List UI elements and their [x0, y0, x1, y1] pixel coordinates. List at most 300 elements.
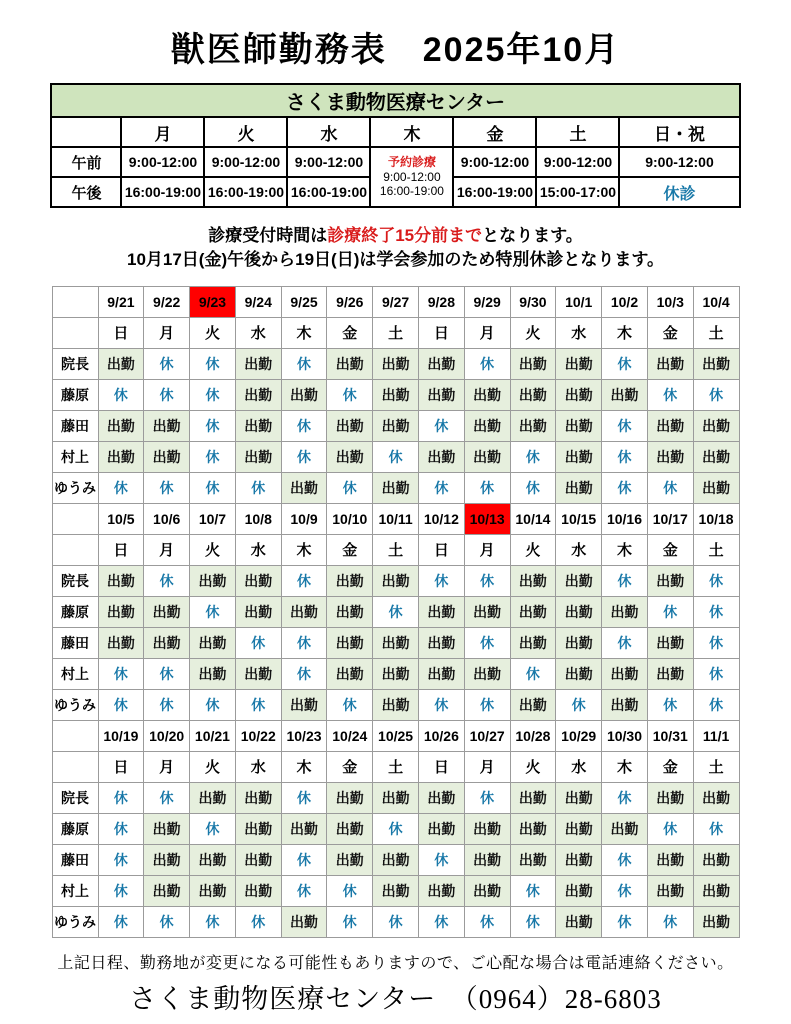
shift-work-cell: 出勤: [602, 813, 648, 844]
weekday-cell: 金: [647, 317, 693, 348]
weekday-cell: 火: [190, 751, 236, 782]
shift-off-cell: 休: [647, 472, 693, 503]
shift-off-cell: 休: [281, 410, 327, 441]
date-cell: 9/25: [281, 286, 327, 317]
shift-work-cell: 出勤: [602, 658, 648, 689]
shift-work-cell: 出勤: [556, 875, 602, 906]
weekday-cell: 火: [190, 534, 236, 565]
notice-line1-pre: 診療受付時間は: [208, 226, 328, 245]
shift-off-cell: 休: [98, 658, 144, 689]
weekday-cell: 木: [602, 534, 648, 565]
shift-work-cell: 出勤: [418, 875, 464, 906]
shift-work-cell: 出勤: [98, 565, 144, 596]
shift-work-cell: 出勤: [144, 410, 190, 441]
shift-work-cell: 出勤: [373, 379, 419, 410]
date-cell: 10/16: [602, 503, 648, 534]
date-cell: 10/5: [98, 503, 144, 534]
shift-work-cell: 出勤: [327, 565, 373, 596]
weekday-cell: 日: [98, 317, 144, 348]
shift-off-cell: 休: [235, 472, 281, 503]
schedule-table: [52, 286, 740, 938]
shift-work-cell: 出勤: [190, 658, 236, 689]
shift-off-cell: 休: [327, 472, 373, 503]
pm-label: 午後: [51, 177, 121, 207]
shift-work-cell: 出勤: [235, 565, 281, 596]
shift-work-cell: 出勤: [144, 844, 190, 875]
weekday-cell: 土: [693, 317, 739, 348]
weekday-row: [52, 317, 739, 348]
shift-work-cell: 出勤: [556, 844, 602, 875]
shift-work-cell: 出勤: [327, 844, 373, 875]
shift-off-cell: 休: [464, 472, 510, 503]
staff-shift-row: [52, 410, 739, 441]
weekday-cell: 火: [510, 751, 556, 782]
date-cell: 10/9: [281, 503, 327, 534]
shift-off-cell: 休: [418, 410, 464, 441]
weekday-cell: 水: [556, 534, 602, 565]
shift-work-cell: 出勤: [418, 596, 464, 627]
shift-off-cell: 休: [418, 844, 464, 875]
shift-work-cell: 出勤: [98, 596, 144, 627]
shift-off-cell: 休: [190, 348, 236, 379]
date-cell: 10/17: [647, 503, 693, 534]
shift-off-cell: 休: [98, 689, 144, 720]
shift-off-cell: 休: [693, 689, 739, 720]
shift-off-cell: 休: [144, 658, 190, 689]
shift-work-cell: 出勤: [327, 410, 373, 441]
weekday-cell: 日: [418, 534, 464, 565]
shift-work-cell: 出勤: [281, 689, 327, 720]
shift-work-cell: 出勤: [235, 410, 281, 441]
shift-work-cell: 出勤: [373, 875, 419, 906]
date-cell: 10/10: [327, 503, 373, 534]
date-cell: 9/27: [373, 286, 419, 317]
shift-off-cell: 休: [281, 565, 327, 596]
shift-off-cell: 休: [418, 565, 464, 596]
corner-cell: [52, 317, 98, 348]
date-cell: 10/29: [556, 720, 602, 751]
staff-shift-row: [52, 658, 739, 689]
shift-off-cell: 休: [510, 472, 556, 503]
shift-work-cell: 出勤: [190, 875, 236, 906]
shift-off-cell: 休: [418, 906, 464, 937]
date-cell: 10/8: [235, 503, 281, 534]
dayhead-sun-holiday: 日・祝: [619, 117, 739, 147]
page-title: 獣医師勤務表 2025年10月: [170, 31, 621, 69]
thu-reservation-cell: [370, 147, 453, 207]
weekday-cell: 土: [693, 751, 739, 782]
shift-work-cell: 出勤: [373, 782, 419, 813]
shift-work-cell: 出勤: [464, 379, 510, 410]
shift-work-cell: 出勤: [190, 565, 236, 596]
weekday-cell: 土: [373, 751, 419, 782]
shift-work-cell: 出勤: [647, 441, 693, 472]
weekday-cell: 月: [144, 317, 190, 348]
am-wed: 9:00-12:00: [287, 147, 370, 177]
shift-off-cell: 休: [373, 813, 419, 844]
shift-work-cell: 出勤: [327, 441, 373, 472]
shift-work-cell: 出勤: [373, 844, 419, 875]
shift-off-cell: 休: [190, 410, 236, 441]
shift-work-cell: 出勤: [556, 441, 602, 472]
date-cell: 10/23: [281, 720, 327, 751]
dayhead-fri: 金: [453, 117, 536, 147]
shift-off-cell: 休: [98, 379, 144, 410]
thu-pm-time: 16:00-19:00: [379, 184, 444, 199]
hours-table: [50, 83, 740, 208]
shift-work-cell: 出勤: [647, 410, 693, 441]
shift-off-cell: 休: [602, 441, 648, 472]
shift-off-cell: 休: [144, 906, 190, 937]
shift-off-cell: 休: [190, 596, 236, 627]
shift-off-cell: 休: [418, 689, 464, 720]
weekday-cell: 金: [647, 751, 693, 782]
weekday-cell: 木: [602, 317, 648, 348]
shift-work-cell: 出勤: [373, 565, 419, 596]
staff-shift-row: [52, 627, 739, 658]
hours-dayhead-row: [51, 117, 739, 147]
shift-work-cell: 出勤: [464, 813, 510, 844]
shift-work-cell: 出勤: [647, 875, 693, 906]
shift-work-cell: 出勤: [235, 813, 281, 844]
weekday-cell: 火: [190, 317, 236, 348]
date-row: [52, 720, 739, 751]
shift-off-cell: 休: [373, 441, 419, 472]
shift-work-cell: 出勤: [647, 565, 693, 596]
shift-off-cell: 休: [373, 596, 419, 627]
shift-off-cell: 休: [693, 379, 739, 410]
shift-off-cell: 休: [281, 441, 327, 472]
shift-off-cell: 休: [235, 627, 281, 658]
am-label: 午前: [51, 147, 121, 177]
footer-contact: さくま動物医療センター （0964）28-6803: [129, 983, 662, 1014]
shift-off-cell: 休: [327, 875, 373, 906]
shift-work-cell: 出勤: [418, 441, 464, 472]
shift-work-cell: 出勤: [556, 472, 602, 503]
shift-work-cell: 出勤: [510, 348, 556, 379]
shift-off-cell: 休: [418, 472, 464, 503]
shift-work-cell: 出勤: [418, 379, 464, 410]
weekday-row: [52, 534, 739, 565]
staff-name: 藤原: [52, 596, 98, 627]
staff-name: ゆうみ: [52, 689, 98, 720]
shift-off-cell: 休: [144, 565, 190, 596]
shift-work-cell: 出勤: [510, 379, 556, 410]
shift-work-cell: 出勤: [647, 348, 693, 379]
date-cell: 10/28: [510, 720, 556, 751]
date-cell: 10/3: [647, 286, 693, 317]
corner-cell: [51, 117, 121, 147]
date-row: [52, 286, 739, 317]
weekday-cell: 水: [556, 751, 602, 782]
date-cell: 10/1: [556, 286, 602, 317]
shift-off-cell: 休: [98, 472, 144, 503]
shift-work-cell: 出勤: [464, 658, 510, 689]
shift-off-cell: 休: [693, 596, 739, 627]
shift-off-cell: 休: [190, 472, 236, 503]
shift-off-cell: 休: [235, 906, 281, 937]
date-cell: 10/24: [327, 720, 373, 751]
shift-off-cell: 休: [693, 565, 739, 596]
shift-off-cell: 休: [190, 689, 236, 720]
shift-off-cell: 休: [510, 441, 556, 472]
staff-shift-row: [52, 472, 739, 503]
shift-off-cell: 休: [693, 813, 739, 844]
clinic-header-row: [51, 84, 739, 117]
weekday-cell: 水: [235, 534, 281, 565]
shift-off-cell: 休: [190, 379, 236, 410]
date-cell: 9/21: [98, 286, 144, 317]
date-cell: 9/24: [235, 286, 281, 317]
shift-work-cell: 出勤: [144, 441, 190, 472]
shift-off-cell: 休: [98, 906, 144, 937]
shift-work-cell: 出勤: [235, 658, 281, 689]
shift-work-cell: 出勤: [327, 782, 373, 813]
date-cell: 10/12: [418, 503, 464, 534]
date-cell: 10/25: [373, 720, 419, 751]
am-fri: 9:00-12:00: [453, 147, 536, 177]
notice-line1-red: 診療終了15分前まで: [327, 226, 483, 245]
staff-name: 村上: [52, 875, 98, 906]
shift-work-cell: 出勤: [144, 875, 190, 906]
shift-work-cell: 出勤: [281, 596, 327, 627]
shift-off-cell: 休: [464, 627, 510, 658]
shift-off-cell: 休: [510, 658, 556, 689]
date-cell: 11/1: [693, 720, 739, 751]
shift-off-cell: 休: [235, 689, 281, 720]
weekday-cell: 水: [235, 751, 281, 782]
shift-work-cell: 出勤: [556, 379, 602, 410]
pm-mon: 16:00-19:00: [121, 177, 204, 207]
date-cell: 10/14: [510, 503, 556, 534]
staff-shift-row: [52, 565, 739, 596]
staff-shift-row: [52, 441, 739, 472]
staff-shift-row: [52, 689, 739, 720]
notice-line1: [0, 224, 791, 248]
staff-name: 院長: [52, 565, 98, 596]
date-cell: 9/26: [327, 286, 373, 317]
corner-cell: [52, 286, 98, 317]
date-cell: 10/20: [144, 720, 190, 751]
shift-work-cell: 出勤: [327, 627, 373, 658]
shift-off-cell: 休: [190, 813, 236, 844]
shift-work-cell: 出勤: [373, 472, 419, 503]
shift-work-cell: 出勤: [190, 627, 236, 658]
corner-cell: [52, 751, 98, 782]
shift-off-cell: 休: [464, 689, 510, 720]
shift-work-cell: 出勤: [556, 782, 602, 813]
pm-wed: 16:00-19:00: [287, 177, 370, 207]
shift-work-cell: 出勤: [464, 875, 510, 906]
shift-work-cell: 出勤: [556, 348, 602, 379]
shift-off-cell: 休: [602, 565, 648, 596]
shift-work-cell: 出勤: [510, 782, 556, 813]
shift-work-cell: 出勤: [510, 627, 556, 658]
weekday-cell: 火: [510, 317, 556, 348]
shift-off-cell: 休: [327, 906, 373, 937]
corner-cell: [52, 534, 98, 565]
weekday-row: [52, 751, 739, 782]
shift-work-cell: 出勤: [144, 627, 190, 658]
shift-off-cell: 休: [281, 348, 327, 379]
shift-work-cell: 出勤: [281, 379, 327, 410]
date-cell: 9/22: [144, 286, 190, 317]
shift-off-cell: 休: [190, 906, 236, 937]
shift-work-cell: 出勤: [556, 410, 602, 441]
shift-off-cell: 休: [281, 844, 327, 875]
shift-work-cell: 出勤: [235, 596, 281, 627]
shift-work-cell: 出勤: [98, 410, 144, 441]
shift-work-cell: 出勤: [693, 875, 739, 906]
shift-off-cell: 休: [327, 379, 373, 410]
shift-work-cell: 出勤: [418, 782, 464, 813]
staff-shift-row: [52, 348, 739, 379]
staff-shift-row: [52, 782, 739, 813]
shift-off-cell: 休: [144, 689, 190, 720]
date-cell: 10/6: [144, 503, 190, 534]
weekday-cell: 金: [327, 317, 373, 348]
weekday-cell: 日: [98, 534, 144, 565]
shift-work-cell: 出勤: [693, 844, 739, 875]
shift-off-cell: 休: [98, 844, 144, 875]
date-cell: 10/21: [190, 720, 236, 751]
staff-name: 院長: [52, 348, 98, 379]
sun-closed-cell: 休診: [619, 177, 739, 207]
shift-work-cell: 出勤: [510, 565, 556, 596]
dayhead-sat: 土: [536, 117, 619, 147]
shift-work-cell: 出勤: [510, 410, 556, 441]
shift-work-cell: 出勤: [464, 844, 510, 875]
am-sun: 9:00-12:00: [619, 147, 739, 177]
staff-name: 院長: [52, 782, 98, 813]
shift-off-cell: 休: [556, 689, 602, 720]
staff-name: 藤原: [52, 813, 98, 844]
thu-am-time: 9:00-12:00: [383, 169, 441, 184]
shift-work-cell: 出勤: [556, 565, 602, 596]
shift-work-cell: 出勤: [418, 813, 464, 844]
date-cell-holiday: 10/13: [464, 503, 510, 534]
shift-work-cell: 出勤: [464, 410, 510, 441]
shift-work-cell: 出勤: [464, 596, 510, 627]
shift-off-cell: 休: [98, 782, 144, 813]
shift-off-cell: 休: [373, 906, 419, 937]
weekday-cell: 木: [281, 317, 327, 348]
shift-work-cell: 出勤: [693, 906, 739, 937]
shift-work-cell: 出勤: [693, 782, 739, 813]
weekday-cell: 月: [464, 534, 510, 565]
shift-off-cell: 休: [281, 875, 327, 906]
date-cell-holiday: 9/23: [190, 286, 236, 317]
shift-work-cell: 出勤: [556, 627, 602, 658]
date-cell: 10/7: [190, 503, 236, 534]
shift-off-cell: 休: [602, 844, 648, 875]
weekday-cell: 水: [235, 317, 281, 348]
shift-work-cell: 出勤: [418, 627, 464, 658]
am-tue: 9:00-12:00: [204, 147, 287, 177]
date-cell: 10/11: [373, 503, 419, 534]
weekday-cell: 木: [602, 751, 648, 782]
staff-shift-row: [52, 813, 739, 844]
shift-work-cell: 出勤: [510, 596, 556, 627]
shift-work-cell: 出勤: [373, 627, 419, 658]
dayhead-thu: 木: [370, 117, 453, 147]
dayhead-tue: 火: [204, 117, 287, 147]
date-cell: 9/28: [418, 286, 464, 317]
pm-sat: 15:00-17:00: [536, 177, 619, 207]
weekday-cell: 土: [693, 534, 739, 565]
corner-cell: [52, 503, 98, 534]
shift-work-cell: 出勤: [327, 658, 373, 689]
shift-work-cell: 出勤: [647, 844, 693, 875]
shift-work-cell: 出勤: [190, 782, 236, 813]
shift-work-cell: 出勤: [602, 596, 648, 627]
shift-work-cell: 出勤: [235, 844, 281, 875]
shift-work-cell: 出勤: [327, 813, 373, 844]
shift-work-cell: 出勤: [98, 441, 144, 472]
am-sat: 9:00-12:00: [536, 147, 619, 177]
shift-work-cell: 出勤: [373, 348, 419, 379]
date-cell: 10/22: [235, 720, 281, 751]
shift-off-cell: 休: [144, 379, 190, 410]
weekday-cell: 金: [647, 534, 693, 565]
date-cell: 9/30: [510, 286, 556, 317]
shift-off-cell: 休: [647, 689, 693, 720]
weekday-cell: 月: [144, 751, 190, 782]
shift-work-cell: 出勤: [510, 689, 556, 720]
shift-work-cell: 出勤: [281, 906, 327, 937]
shift-work-cell: 出勤: [327, 596, 373, 627]
shift-off-cell: 休: [647, 906, 693, 937]
shift-off-cell: 休: [464, 565, 510, 596]
clinic-name: さくま動物医療センター: [51, 84, 739, 117]
shift-work-cell: 出勤: [556, 596, 602, 627]
shift-work-cell: 出勤: [693, 472, 739, 503]
dayhead-mon: 月: [121, 117, 204, 147]
shift-work-cell: 出勤: [281, 472, 327, 503]
shift-off-cell: 休: [98, 875, 144, 906]
staff-shift-row: [52, 844, 739, 875]
shift-off-cell: 休: [602, 782, 648, 813]
shift-off-cell: 休: [464, 348, 510, 379]
staff-shift-row: [52, 379, 739, 410]
shift-work-cell: 出勤: [281, 813, 327, 844]
weekday-cell: 日: [418, 751, 464, 782]
pm-tue: 16:00-19:00: [204, 177, 287, 207]
weekday-cell: 土: [373, 534, 419, 565]
shift-work-cell: 出勤: [556, 813, 602, 844]
shift-work-cell: 出勤: [235, 379, 281, 410]
staff-name: ゆうみ: [52, 906, 98, 937]
date-cell: 10/2: [602, 286, 648, 317]
weekday-cell: 金: [327, 534, 373, 565]
shift-off-cell: 休: [693, 627, 739, 658]
staff-shift-row: [52, 596, 739, 627]
shift-off-cell: 休: [98, 813, 144, 844]
shift-off-cell: 休: [327, 689, 373, 720]
shift-work-cell: 出勤: [556, 658, 602, 689]
shift-work-cell: 出勤: [510, 813, 556, 844]
shift-off-cell: 休: [281, 658, 327, 689]
shift-off-cell: 休: [602, 875, 648, 906]
staff-shift-row: [52, 875, 739, 906]
date-cell: 10/26: [418, 720, 464, 751]
weekday-cell: 月: [464, 317, 510, 348]
shift-off-cell: 休: [693, 658, 739, 689]
shift-work-cell: 出勤: [373, 410, 419, 441]
shift-off-cell: 休: [647, 813, 693, 844]
shift-work-cell: 出勤: [327, 348, 373, 379]
shift-work-cell: 出勤: [190, 844, 236, 875]
